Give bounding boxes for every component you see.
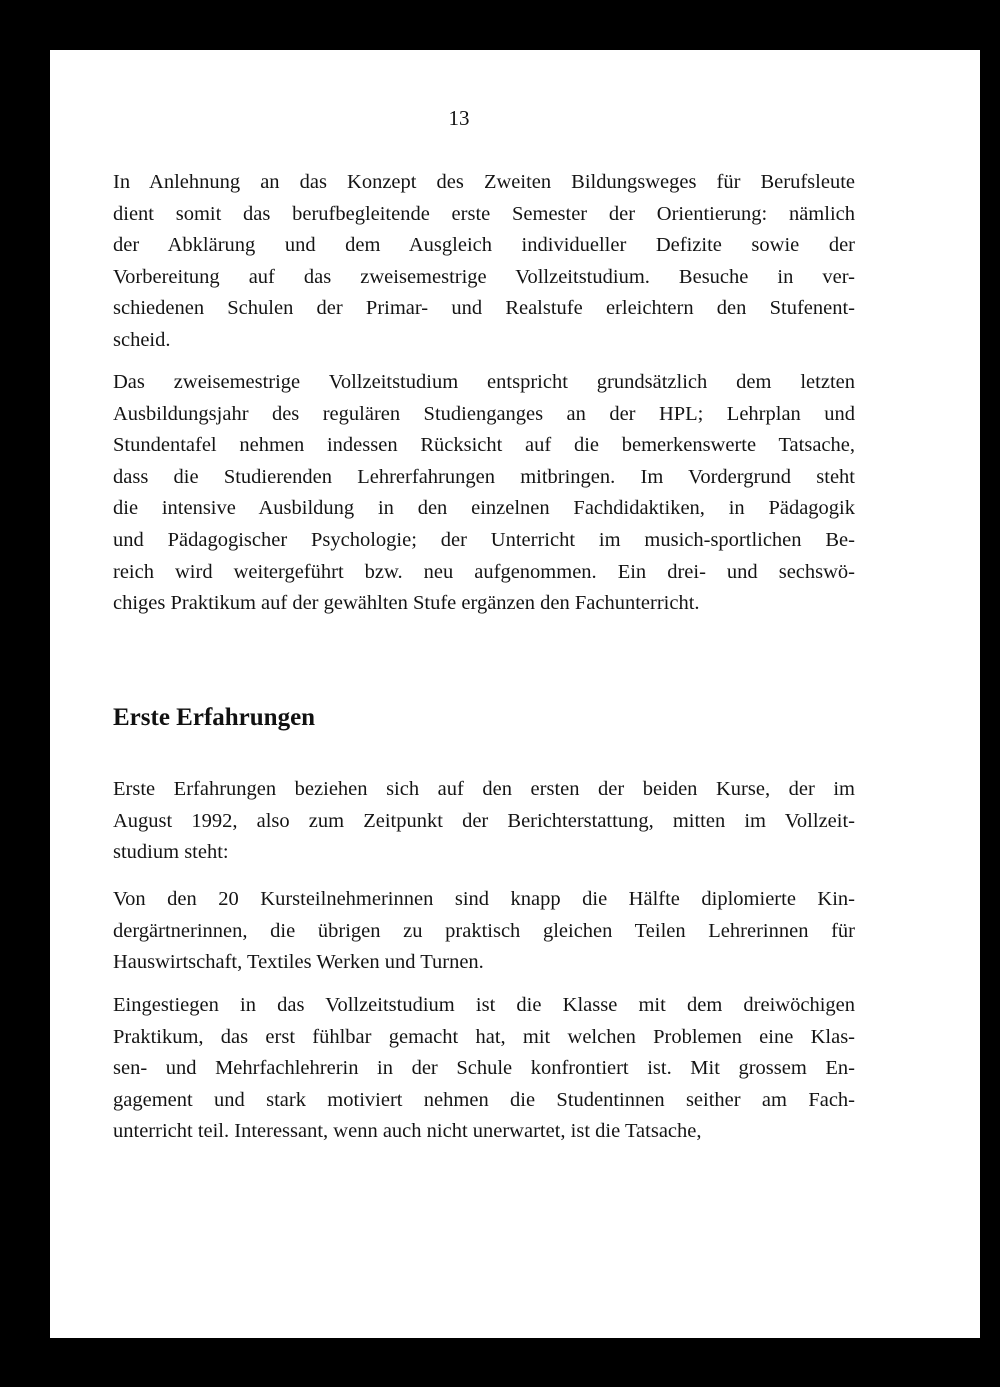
text-line: der Abklärung und dem Ausgleich individueller Defizite sowie der <box>113 234 855 257</box>
text-line: Praktikum, das erst fühlbar gemacht hat, mit welchen Problemen eine Klas- <box>113 1025 855 1048</box>
text-line: Erste Erfahrungen beziehen sich auf den ersten der beiden Kurse, der im <box>113 778 855 800</box>
text-line: Vorbereitung auf das zweisemestrige Vollzeitstudium. Besuche in ver- <box>113 265 855 288</box>
text-line: studium steht: <box>113 841 229 864</box>
text-line: chiges Praktikum auf der gewählten Stufe ergänzen den Fachunterricht. <box>113 592 700 615</box>
paragraph-2 <box>113 367 855 620</box>
text-line: schiedenen Schulen der Primar- und Realstufe erleichtern den Stufenent- <box>113 297 855 320</box>
text-line: reich wird weitergeführt bzw. neu aufgenommen. Ein drei- und sechswö- <box>113 560 855 583</box>
text-line: Von den 20 Kursteilnehmerinnen sind knapp die Hälfte diplomierte Kin- <box>113 888 855 910</box>
text-line: Eingestiegen in das Vollzeitstudium ist die Klasse mit dem dreiwöchigen <box>113 994 855 1016</box>
text-line: scheid. <box>113 328 171 351</box>
text-line: dient somit das berufbegleitende erste Semester der Orientierung: nämlich <box>113 202 855 225</box>
text-line: dass die Studierenden Lehrerfahrungen mitbringen. Im Vordergrund steht <box>113 465 855 488</box>
page-number: 13 <box>448 106 470 130</box>
text-line: Das zweisemestrige Vollzeitstudium entspricht grundsätzlich dem letzten <box>113 371 855 393</box>
text-line: die intensive Ausbildung in den einzelnen Fachdidaktiken, in Pädagogik <box>113 497 855 520</box>
text-line: August 1992, also zum Zeitpunkt der Berichterstattung, mitten im Vollzeit- <box>113 809 855 832</box>
paragraph-5 <box>113 990 855 1148</box>
paragraph-3 <box>113 774 855 869</box>
paragraph-4 <box>113 884 855 979</box>
text-line: und Pädagogischer Psychologie; der Unterricht im musich-sportlichen Be- <box>113 528 855 551</box>
text-line: sen- und Mehrfachlehrerin in der Schule konfrontiert ist. Mit grossem En- <box>113 1057 855 1080</box>
section-heading: Erste Erfahrungen <box>113 704 316 731</box>
text-line: Ausbildungsjahr des regulären Studienganges an der HPL; Lehrplan und <box>113 402 855 425</box>
text-line: Hauswirtschaft, Textiles Werken und Turnen. <box>113 951 484 974</box>
text-line: gagement und stark motiviert nehmen die Studentinnen seither am Fach- <box>113 1088 855 1111</box>
text-line: unterricht teil. Interessant, wenn auch nicht unerwartet, ist die Tatsache, <box>113 1120 702 1143</box>
text-line: dergärtnerinnen, die übrigen zu praktisch gleichen Teilen Lehrerinnen für <box>113 919 855 942</box>
text-line: In Anlehnung an das Konzept des Zweiten Bildungsweges für Berufsleute <box>113 171 855 193</box>
text-line: Stundentafel nehmen indessen Rücksicht auf die bemerkenswerte Tatsache, <box>113 434 855 457</box>
paragraph-1 <box>113 167 855 357</box>
